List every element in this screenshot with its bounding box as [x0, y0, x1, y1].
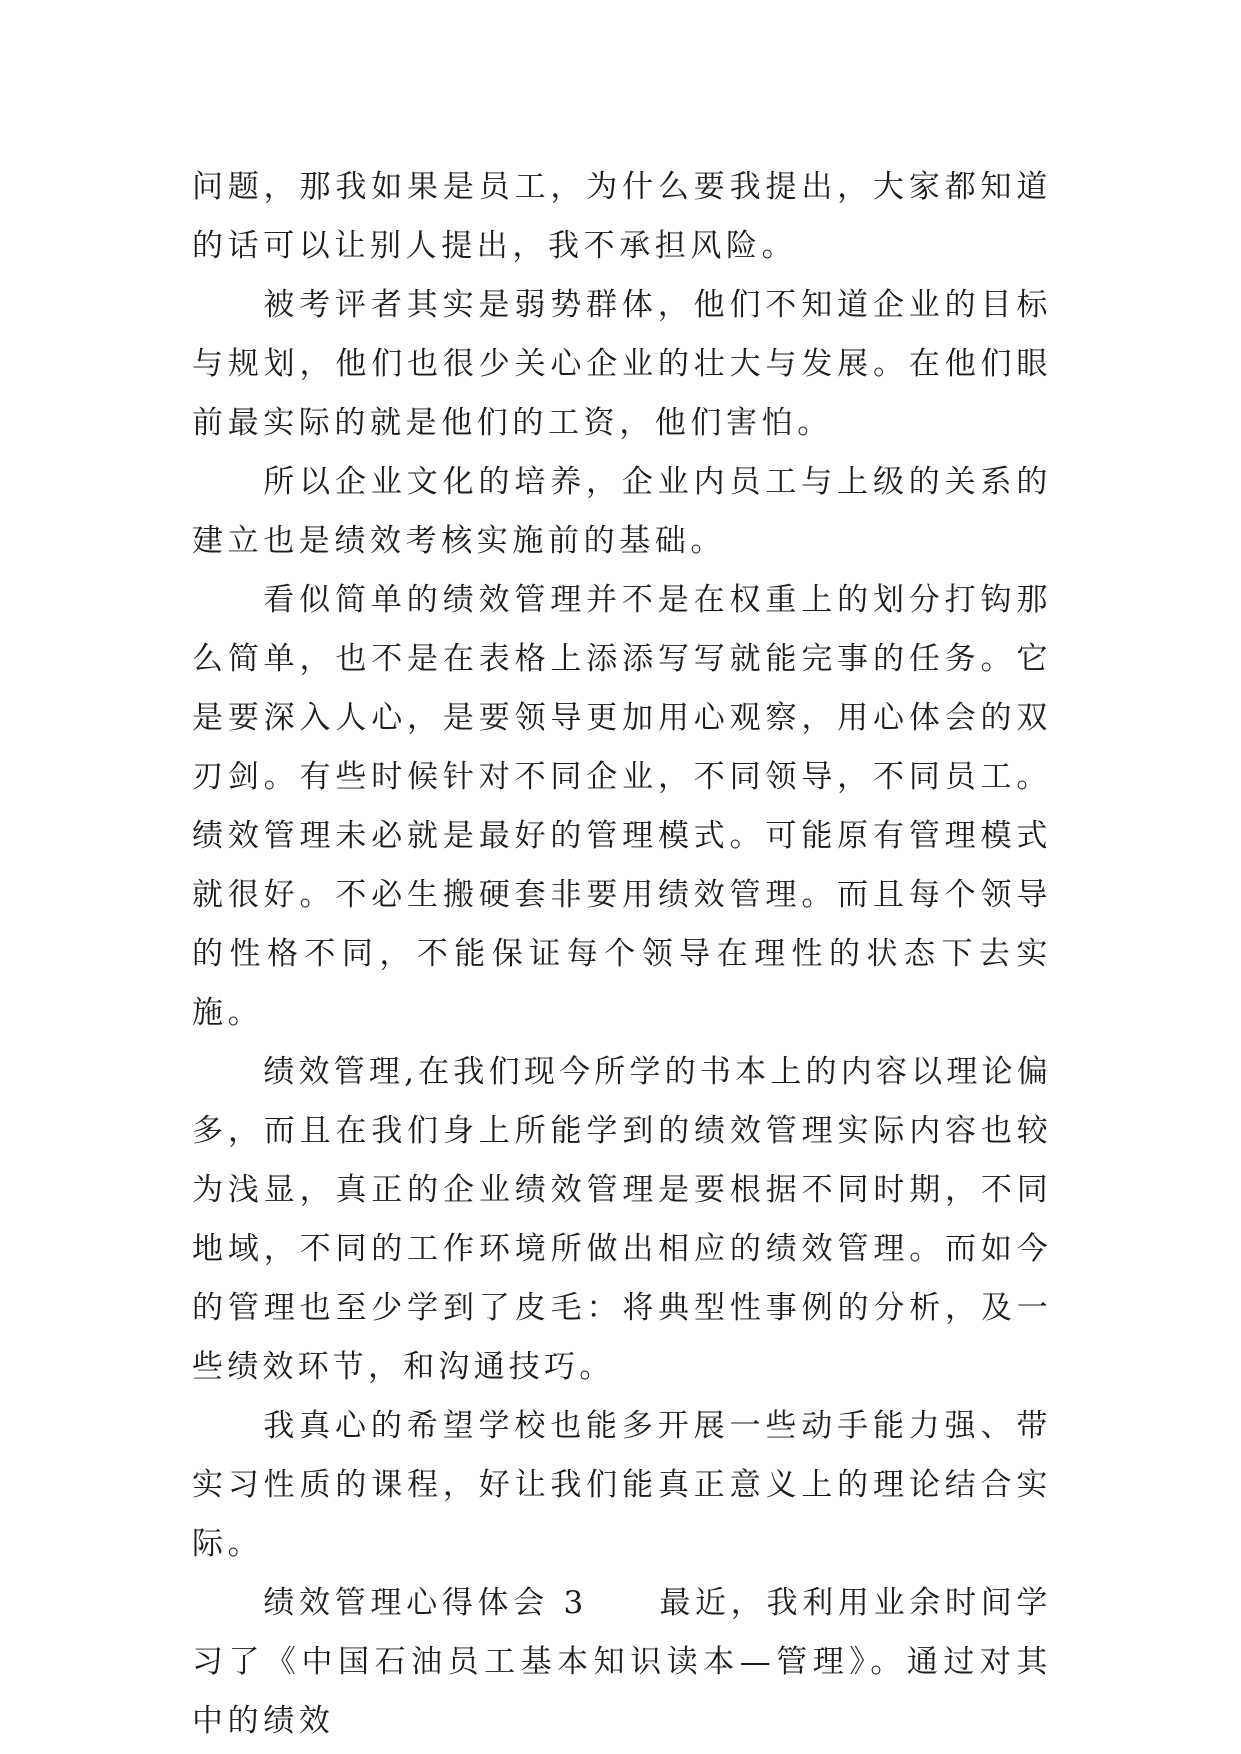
document-body — [192, 158, 1052, 1751]
paragraph: 看似简单的绩效管理并不是在权重上的划分打钩那么简单，也不是在表格上添添写写就能完事的任务。它是要深入人心，是要领导更加用心观察，用心体会的双刃剑。有些时候针对不同企业，不同领导，不同员工。绩效管理未必就是最好的管理模式。可能原有管理模式就很好。不必生搬硬套非要用绩效管理。而且每个领导的性格不同，不能保证每个领导在理性的状态下去实施。 — [192, 582, 1052, 1031]
paragraph: 被考评者其实是弱势群体，他们不知道企业的目标与规划，他们也很少关心企业的壮大与发展。在他们眼前最实际的就是他们的工资，他们害怕。 — [192, 287, 1052, 441]
paragraph: 绩效管理,在我们现今所学的书本上的内容以理论偏多，而且在我们身上所能学到的绩效管理实际内容也较为浅显，真正的企业绩效管理是要根据不同时期，不同地域，不同的工作环境所做出相应的绩效管理。而如今的管理也至少学到了皮毛：将典型性事例的分析，及一些绩效环节，和沟通技巧。 — [192, 1054, 1052, 1385]
paragraph: 所以企业文化的培养，企业内员工与上级的关系的建立也是绩效考核实施前的基础。 — [192, 464, 1052, 559]
paragraph: 我真心的希望学校也能多开展一些动手能力强、带实习性质的课程，好让我们能真正意义上的理论结合实际。 — [192, 1408, 1052, 1562]
paragraph: 绩效管理心得体会 3 最近，我利用业余时间学习了《中国石油员工基本知识读本—管理》。通过对其中的绩效 — [192, 1585, 1052, 1739]
paragraph: 问题，那我如果是员工，为什么要我提出，大家都知道的话可以让别人提出，我不承担风险。 — [192, 169, 1052, 264]
